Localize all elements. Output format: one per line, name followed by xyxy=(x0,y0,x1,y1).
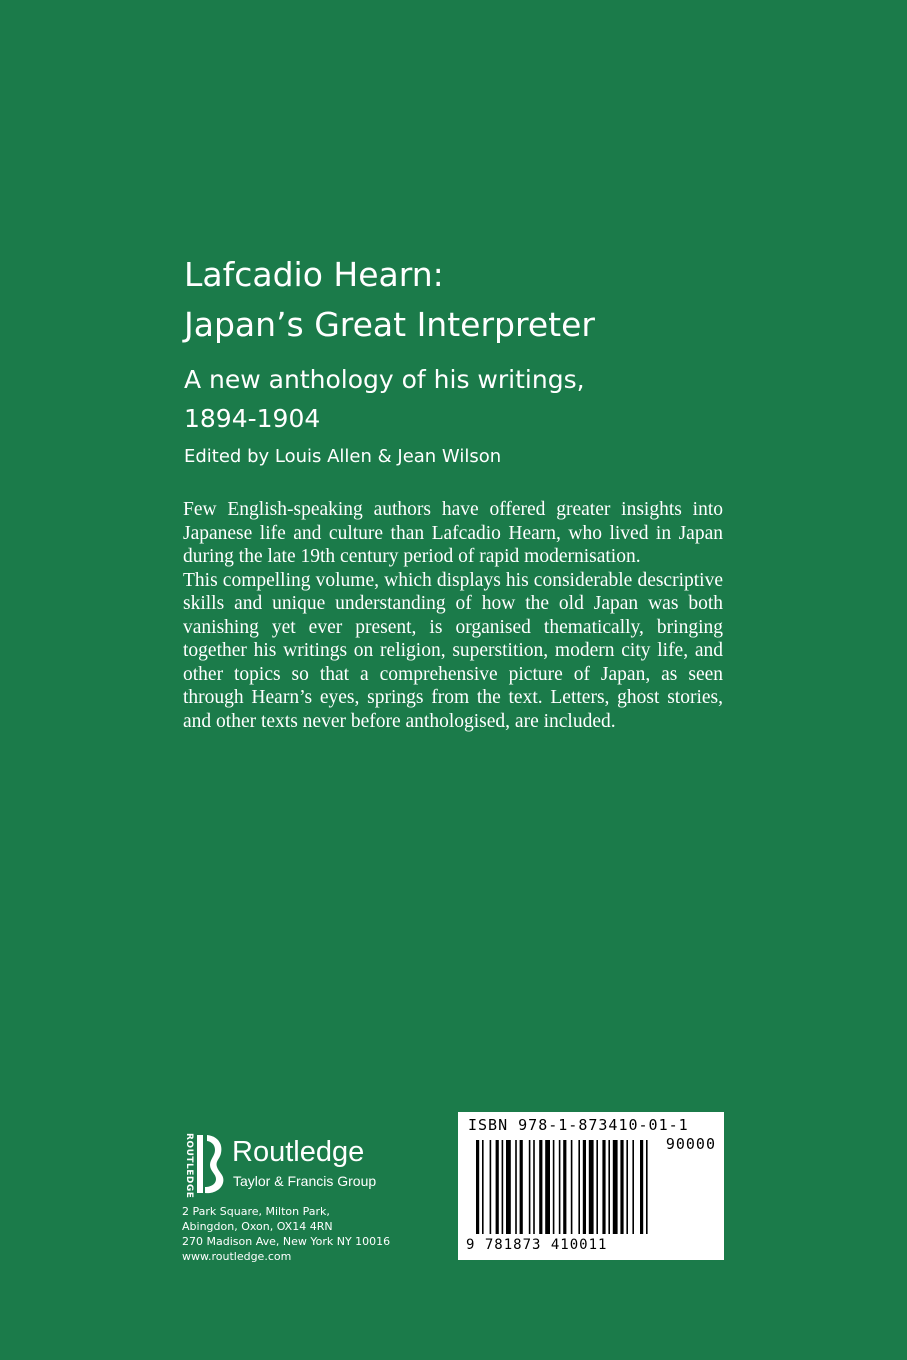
barcode-bar xyxy=(553,1140,555,1234)
barcode-bar xyxy=(640,1140,643,1234)
editors-credit: Edited by Louis Allen & Jean Wilson xyxy=(184,446,502,467)
price-code: 90000 xyxy=(665,1135,716,1153)
barcode-bar xyxy=(571,1140,573,1234)
barcode-bar xyxy=(596,1140,598,1234)
barcode-bar xyxy=(545,1140,550,1234)
barcode-bar xyxy=(626,1140,628,1234)
barcode-bar xyxy=(646,1140,648,1234)
isbn-barcode xyxy=(458,1112,724,1260)
barcode-bar xyxy=(533,1140,535,1234)
barcode-bar xyxy=(578,1140,580,1234)
barcode-bar xyxy=(502,1140,504,1234)
barcode-bar xyxy=(482,1140,484,1234)
barcode-bar xyxy=(602,1140,605,1234)
barcode-bar xyxy=(559,1140,561,1234)
barcode-bar xyxy=(583,1140,586,1234)
subtitle-line-1: A new anthology of his writings, xyxy=(184,365,585,394)
barcode-bar xyxy=(563,1140,566,1234)
title-line-2: Japan’s Great Interpreter xyxy=(184,305,595,344)
barcode-bar xyxy=(515,1140,517,1234)
publisher-name: Routledge xyxy=(232,1136,365,1168)
barcode-bar xyxy=(539,1140,542,1234)
book-title xyxy=(184,250,744,350)
publisher-group: Taylor & Francis Group xyxy=(233,1173,377,1189)
barcode-bar xyxy=(520,1140,523,1234)
blurb xyxy=(183,498,723,733)
barcode-bar xyxy=(589,1140,594,1234)
book-subtitle xyxy=(184,360,744,438)
barcode-bar xyxy=(608,1140,610,1234)
isbn-number: ISBN 978-1-873410-01-1 xyxy=(468,1116,689,1134)
barcode-bar xyxy=(506,1140,511,1234)
publisher-logo xyxy=(180,1133,420,1199)
blurb-paragraph-2: This compelling volume, which displays his considerable descriptive skills and unique understanding of how the old Japan was both vanishing yet ever present, is organised thematically, bringing together his writings on religion, superstition, modern city life, and other topics so that a comprehensive picture of Japan, as seen through Hearn’s eyes, springs from the text. Letters, ghost stories, and other texts never before anthologised, are included. xyxy=(183,569,723,732)
barcode-bar xyxy=(496,1140,499,1234)
barcode-bar xyxy=(529,1140,531,1234)
title-line-1: Lafcadio Hearn: xyxy=(184,255,444,294)
address-line: 270 Madison Ave, New York NY 10016 xyxy=(182,1235,391,1248)
subtitle-line-2: 1894-1904 xyxy=(184,404,321,433)
logo-spine-label: ROUTLEDGE xyxy=(184,1133,194,1199)
publisher-address xyxy=(182,1204,390,1264)
address-line: Abingdon, Oxon, OX14 4RN xyxy=(182,1220,333,1233)
barcode-bar xyxy=(613,1140,618,1234)
blurb-paragraph-1: Few English-speaking authors have offered greater insights into Japanese life and culture than Lafcadio Hearn, who lived in Japan during the late 19th century period of rapid modernisation. xyxy=(183,499,723,567)
barcode-bar xyxy=(632,1140,634,1234)
publisher-website: www.routledge.com xyxy=(182,1250,292,1263)
address-line: 2 Park Square, Milton Park, xyxy=(182,1205,330,1218)
routledge-head-icon xyxy=(195,1133,227,1195)
barcode-bar xyxy=(620,1140,623,1234)
barcode-bar xyxy=(490,1140,492,1234)
barcode-bar xyxy=(476,1140,479,1234)
ean-digits: 9 781873 410011 xyxy=(466,1237,608,1253)
